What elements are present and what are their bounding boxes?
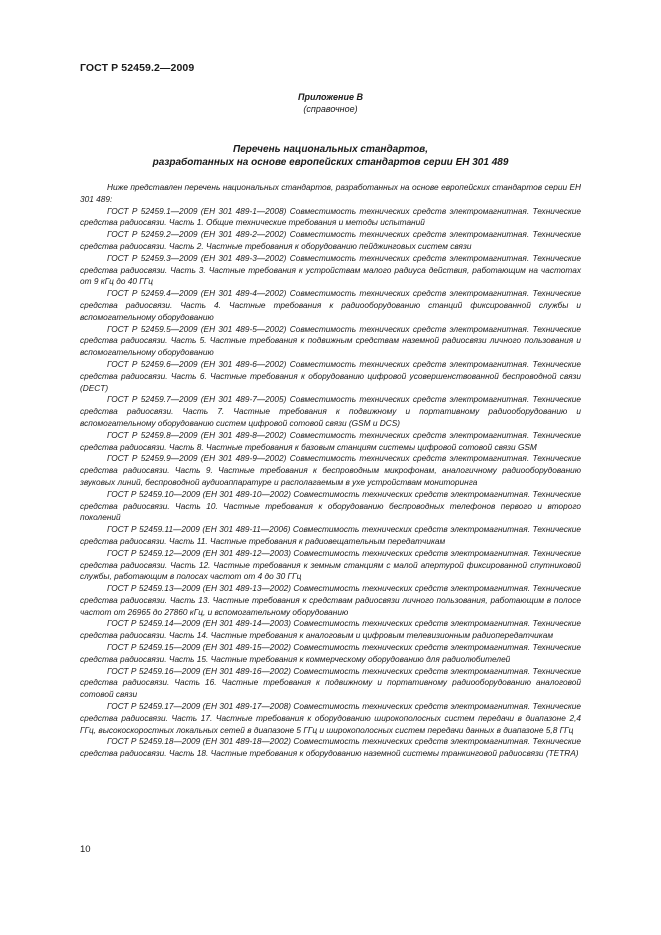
standard-entry: ГОСТ Р 52459.17—2009 (ЕН 301 489-17—2008) Совместимость технических средств электромагнитная. Технические средства радиосвязи. Часть 17. Частные требования к оборудованию широкополосных систем передачи в диапазоне 2,4 ГГц, высокоскоростных локальных сетей в диапазоне 5 ГГц и широкополосных систем передачи данных в диапазоне 5,8 ГГц (80, 701, 581, 735)
standard-entry: ГОСТ Р 52459.18—2009 (ЕН 301 489-18—2002) Совместимость технических средств электромагнитная. Технические средства радиосвязи. Часть 18. Частные требования к оборудованию наземной системы транкинговой радиосвязи (TETRA) (80, 736, 581, 759)
intro-paragraph: Ниже представлен перечень национальных стандартов, разработанных на основе европейских стандартов серии ЕН 301 489: (80, 182, 581, 204)
standard-entry: ГОСТ Р 52459.16—2009 (ЕН 301 489-16—2002) Совместимость технических средств электромагнитная. Технические средства радиосвязи. Часть 16. Частные требования к подвижному и портативному радиооборудованию аналоговой сотовой связи (80, 665, 581, 700)
standard-entry: ГОСТ Р 52459.4—2009 (ЕН 301 489-4—2002) Совместимость технических средств электромагнитная. Технические средства радиосвязи. Часть 4. Частные требования к радиооборудованию станций фиксированной службы и вспомогательному оборудованию (80, 288, 581, 322)
standard-entry: ГОСТ Р 52459.5—2009 (ЕН 301 489-5—2002) Совместимость технических средств электромагнитная. Технические средства радиосвязи. Часть 5. Частные требования к подвижным средствам наземной радиосвязи личного пользования и вспомогательному оборудованию (80, 323, 581, 358)
standard-entry: ГОСТ Р 52459.13—2009 (ЕН 301 489-13—2002) Совместимость технических средств электромагнитная. Технические средства радиосвязи. Часть 13. Частные требования к средствам радиосвязи личного пользования, работающим в полосе частот от 26965 до 27860 кГц, и вспомогательному оборудованию (80, 583, 581, 617)
page-number: 10 (80, 844, 91, 855)
standard-entry: ГОСТ Р 52459.8—2009 (ЕН 301 489-8—2002) Совместимость технических средств электромагнитная. Технические средства радиосвязи. Часть 8. Частные требования к базовым станциям системы цифровой сотовой связи GSM (80, 429, 581, 452)
appendix-subtitle: (справочное) (303, 103, 358, 114)
appendix-title: Приложение В (298, 92, 363, 102)
section-heading-line-1: Перечень национальных стандартов, (233, 144, 428, 155)
standard-entry: ГОСТ Р 52459.14—2009 (ЕН 301 489-14—2003) Совместимость технических средств электромагнитная. Технические средства радиосвязи. Часть 14. Частные требования к аналоговым и цифровым телевизионным радиопередатчикам (80, 618, 581, 641)
standard-entry: ГОСТ Р 52459.11—2009 (ЕН 301 489-11—2006) Совместимость технических средств электромагнитная. Технические средства радиосвязи. Часть 11. Частные требования к радиовещательным передатчикам (80, 524, 581, 546)
section-heading-line-2: разработанных на основе европейских стандартов серии ЕН 301 489 (152, 157, 509, 168)
document-header: ГОСТ Р 52459.2—2009 (80, 62, 195, 74)
appendix-label (80, 92, 581, 115)
standard-entry: ГОСТ Р 52459.7—2009 (ЕН 301 489-7—2005) Совместимость технических средств электромагнитная. Технические средства радиосвязи. Часть 7. Частные требования к подвижному и портативному радиооборудованию и вспомогательному оборудованию систем цифровой сотовой связи (GSM и DCS) (80, 394, 581, 428)
standard-entry: ГОСТ Р 52459.9—2009 (ЕН 301 489-9—2002) Совместимость технических средств электромагнитная. Технические средства радиосвязи. Часть 9. Частные требования к беспроводным микрофонам, аналогичному радиооборудованию звуковых линий, беспроводной аудиоаппаратуре и располагаемым в ухе устройствам мониторинга (80, 453, 581, 487)
standard-entry: ГОСТ Р 52459.10—2009 (ЕН 301 489-10—2002) Совместимость технических средств электромагнитная. Технические средства радиосвязи. Часть 10. Частные требования к оборудованию беспроводных телефонов первого и второго поколений (80, 488, 581, 523)
standard-entry: ГОСТ Р 52459.2—2009 (ЕН 301 489-2—2002) Совместимость технических средств электромагнитная. Технические средства радиосвязи. Часть 2. Частные требования к оборудованию пейджинговых систем связи (80, 229, 581, 251)
standards-list (80, 182, 581, 760)
standard-entry: ГОСТ Р 52459.1—2009 (ЕН 301 489-1—2008) Совместимость технических средств электромагнитная. Технические средства радиосвязи. Часть 1. Общие технические требования и методы испытаний (80, 205, 581, 228)
standard-entry: ГОСТ Р 52459.6—2009 (ЕН 301 489-6—2002) Совместимость технических средств электромагнитная. Технические средства радиосвязи. Часть 6. Частные требования к оборудованию цифровой усовершенствованной беспроводной связи (DECT) (80, 358, 581, 393)
standard-entry: ГОСТ Р 52459.3—2009 (ЕН 301 489-3—2002) Совместимость технических средств электромагнитная. Технические средства радиосвязи. Часть 3. Частные требования к устройствам малого радиуса действия, работающим на частотах от 9 кГц до 40 ГГц (80, 252, 581, 287)
standard-entry: ГОСТ Р 52459.15—2009 (ЕН 301 489-15—2002) Совместимость технических средств электромагнитная. Технические средства радиосвязи. Часть 15. Частные требования к коммерческому оборудованию для радиолюбителей (80, 642, 581, 664)
section-heading (80, 143, 581, 169)
standard-entry: ГОСТ Р 52459.12—2009 (ЕН 301 489-12—2003) Совместимость технических средств электромагнитная. Технические средства радиосвязи. Часть 12. Частные требования к земным станциям с малой апертурой фиксированной спутниковой службы, работающим в полосах частот от 4 до 30 ГГц (80, 547, 581, 582)
